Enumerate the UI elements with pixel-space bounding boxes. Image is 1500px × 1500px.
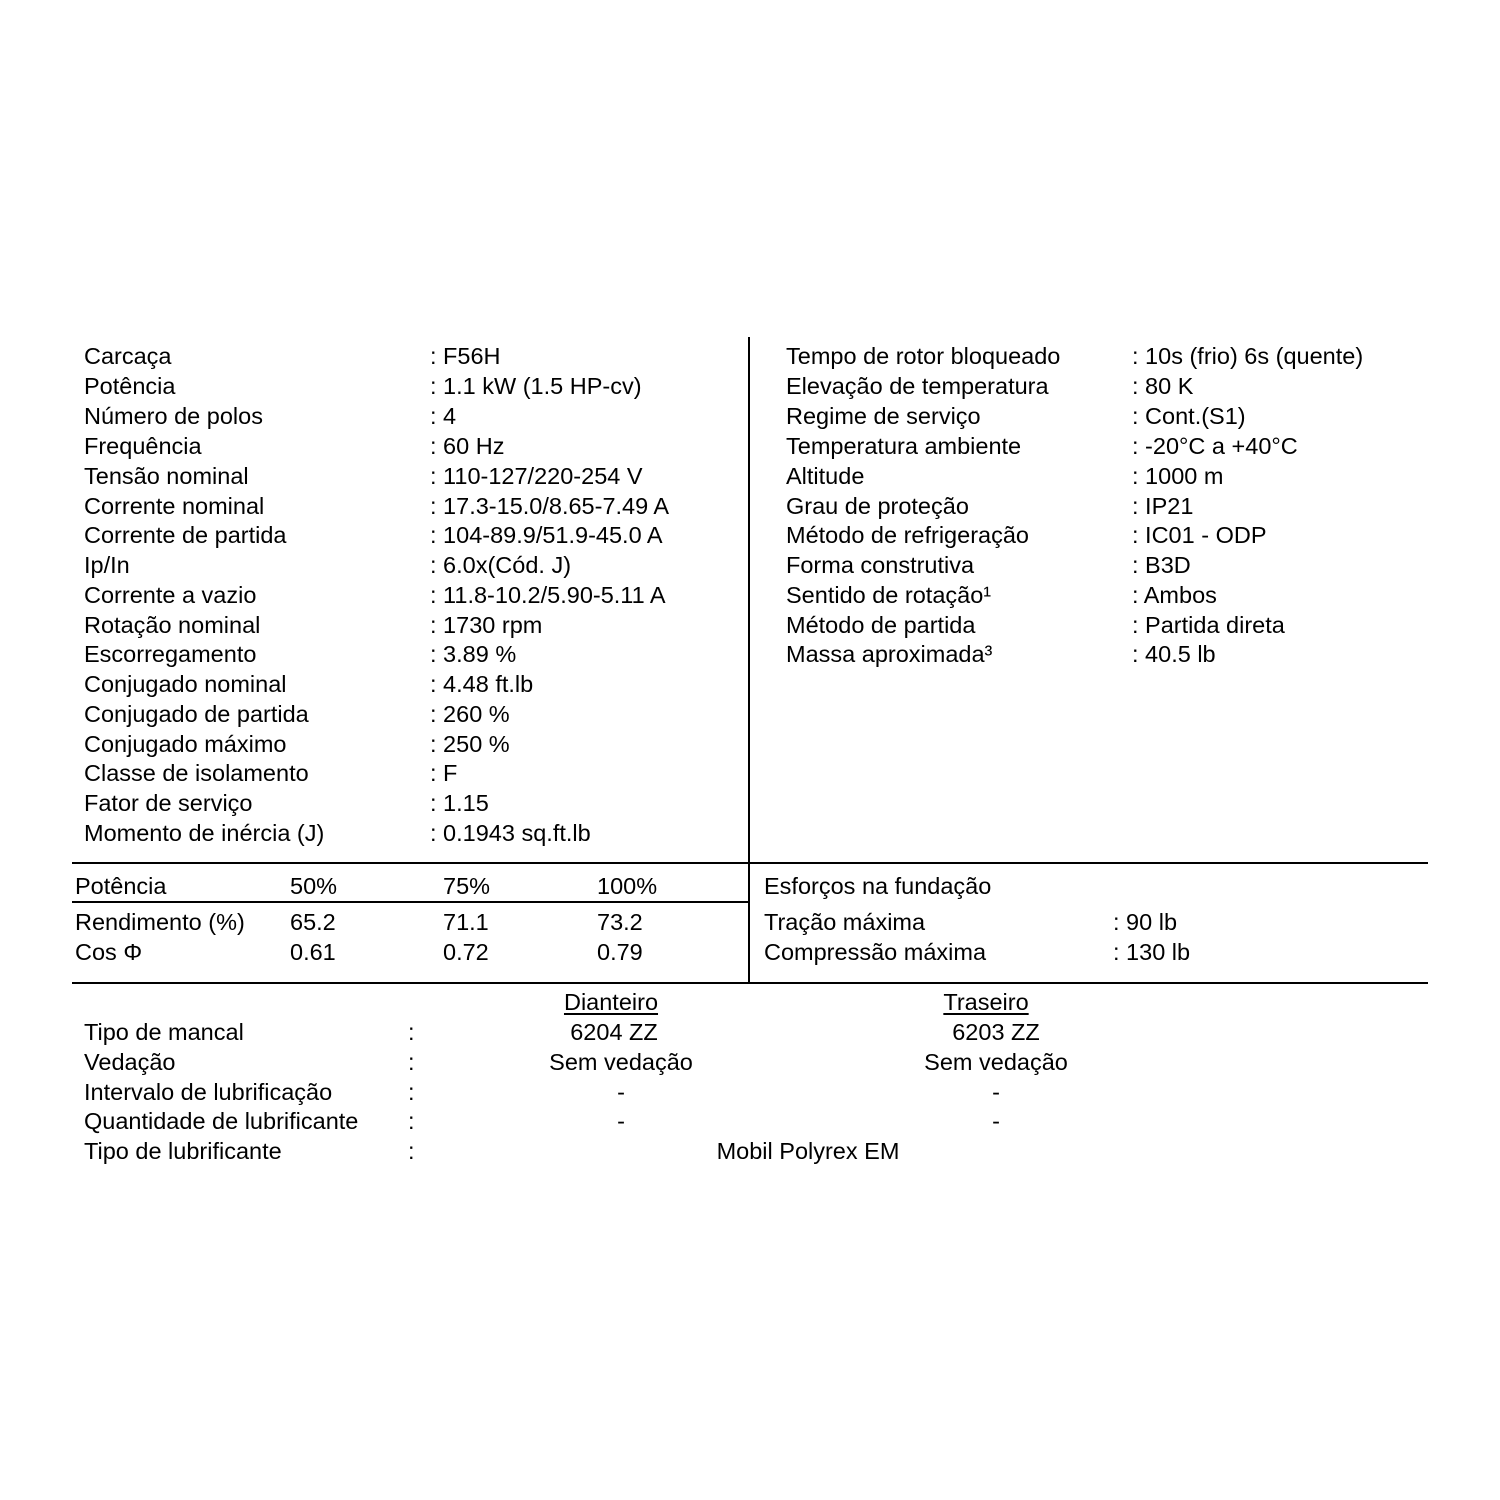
bearing-rear-value: 6203 ZZ (952, 1019, 1040, 1045)
spec-label: Frequência (84, 433, 202, 459)
bearing-label: Tipo de mancal (84, 1019, 244, 1045)
spec-value: : 4.48 ft.lb (430, 671, 534, 697)
spec-value: : 110-127/220-254 V (430, 463, 643, 489)
spec-value: : 17.3-15.0/8.65-7.49 A (430, 493, 670, 519)
bearing-front-value: 6204 ZZ (570, 1019, 658, 1045)
spec-value: : Ambos (1132, 582, 1217, 608)
perf-cell: 0.61 (290, 939, 336, 965)
spec-value: : 11.8-10.2/5.90-5.11 A (430, 582, 666, 608)
spec-label: Fator de serviço (84, 790, 253, 816)
spec-value: : -20°C a +40°C (1132, 433, 1298, 459)
spec-label: Tensão nominal (84, 463, 249, 489)
bearing-front-value: - (617, 1108, 625, 1134)
spec-value: : 1000 m (1132, 463, 1224, 489)
spec-label: Conjugado de partida (84, 701, 309, 727)
perf-cell: 0.79 (597, 939, 643, 965)
lubricant-label: Tipo de lubrificante (84, 1138, 282, 1164)
spec-label: Classe de isolamento (84, 760, 309, 786)
lubricant-colon: : (408, 1138, 415, 1164)
foundation-label: Tração máxima (764, 909, 926, 935)
spec-label: Corrente de partida (84, 522, 287, 548)
spec-value: : 0.1943 sq.ft.lb (430, 820, 591, 846)
spec-label: Massa aproximada³ (786, 641, 993, 667)
spec-value: : 1730 rpm (430, 612, 543, 638)
spec-value: : B3D (1132, 552, 1191, 578)
spec-value: : F56H (430, 343, 501, 369)
spec-value: : Partida direta (1132, 612, 1285, 638)
spec-label: Corrente nominal (84, 493, 265, 519)
vertical-divider (748, 337, 750, 983)
perf-row-label: Rendimento (%) (75, 909, 245, 935)
spec-label: Ip/In (84, 552, 130, 578)
spec-label: Sentido de rotação¹ (786, 582, 992, 608)
spec-label: Tempo de rotor bloqueado (786, 343, 1061, 369)
bearing-front-value: Sem vedação (549, 1049, 693, 1075)
spec-label: Potência (84, 373, 176, 399)
spec-label: Carcaça (84, 343, 172, 369)
spec-label: Regime de serviço (786, 403, 981, 429)
perf-header-100: 100% (597, 873, 658, 899)
foundation-value: : 90 lb (1113, 909, 1178, 935)
spec-label: Conjugado máximo (84, 731, 287, 757)
spec-value: : 260 % (430, 701, 510, 727)
spec-value: : 10s (frio) 6s (quente) (1132, 343, 1364, 369)
perf-row-label: Cos Φ (75, 939, 143, 965)
divider-performance-header (72, 901, 749, 903)
spec-value: : 1.15 (430, 790, 489, 816)
spec-label: Momento de inércia (J) (84, 820, 325, 846)
spec-label: Forma construtiva (786, 552, 975, 578)
spec-value: : 40.5 lb (1132, 641, 1216, 667)
spec-label: Grau de proteção (786, 493, 969, 519)
foundation-title: Esforços na fundação (764, 873, 992, 899)
bearing-front-header: Dianteiro (563, 989, 659, 1015)
spec-label: Temperatura ambiente (786, 433, 1022, 459)
spec-label: Conjugado nominal (84, 671, 287, 697)
spec-label: Altitude (786, 463, 865, 489)
spec-value: : 6.0x(Cód. J) (430, 552, 572, 578)
spec-value: : 250 % (430, 731, 510, 757)
bearing-label: Vedação (84, 1049, 176, 1075)
spec-label: Método de refrigeração (786, 522, 1029, 548)
spec-value: : 60 Hz (430, 433, 505, 459)
perf-header-label: Potência (75, 873, 167, 899)
perf-header-75: 75% (443, 873, 491, 899)
spec-label: Método de partida (786, 612, 976, 638)
spec-value: : 3.89 % (430, 641, 517, 667)
bearing-label: Quantidade de lubrificante (84, 1108, 359, 1134)
lubricant-value: Mobil Polyrex EM (716, 1138, 900, 1164)
divider-specs-performance (72, 862, 1428, 864)
bearing-label: Intervalo de lubrificação (84, 1079, 333, 1105)
bearing-rear-value: Sem vedação (924, 1049, 1068, 1075)
spec-label: Escorregamento (84, 641, 257, 667)
spec-label: Rotação nominal (84, 612, 261, 638)
perf-cell: 0.72 (443, 939, 489, 965)
bearing-rear-value: - (992, 1079, 1000, 1105)
spec-value: : Cont.(S1) (1132, 403, 1246, 429)
bearing-rear-header: Traseiro (943, 989, 1029, 1015)
perf-cell: 65.2 (290, 909, 336, 935)
spec-label: Corrente a vazio (84, 582, 257, 608)
spec-label: Elevação de temperatura (786, 373, 1049, 399)
divider-bearings (72, 982, 1428, 984)
spec-value: : IP21 (1132, 493, 1194, 519)
spec-value: : 104-89.9/51.9-45.0 A (430, 522, 663, 548)
bearing-colon: : (408, 1108, 415, 1134)
spec-value: : 80 K (1132, 373, 1194, 399)
foundation-label: Compressão máxima (764, 939, 987, 965)
spec-label: Número de polos (84, 403, 263, 429)
perf-header-50: 50% (290, 873, 338, 899)
perf-cell: 73.2 (597, 909, 643, 935)
bearing-colon: : (408, 1049, 415, 1075)
spec-value: : 1.1 kW (1.5 HP-cv) (430, 373, 642, 399)
bearing-rear-value: - (992, 1108, 1000, 1134)
foundation-value: : 130 lb (1113, 939, 1191, 965)
spec-value: : 4 (430, 403, 457, 429)
spec-value: : F (430, 760, 458, 786)
perf-cell: 71.1 (443, 909, 489, 935)
spec-value: : IC01 - ODP (1132, 522, 1267, 548)
bearing-front-value: - (617, 1079, 625, 1105)
bearing-colon: : (408, 1019, 415, 1045)
bearing-colon: : (408, 1079, 415, 1105)
